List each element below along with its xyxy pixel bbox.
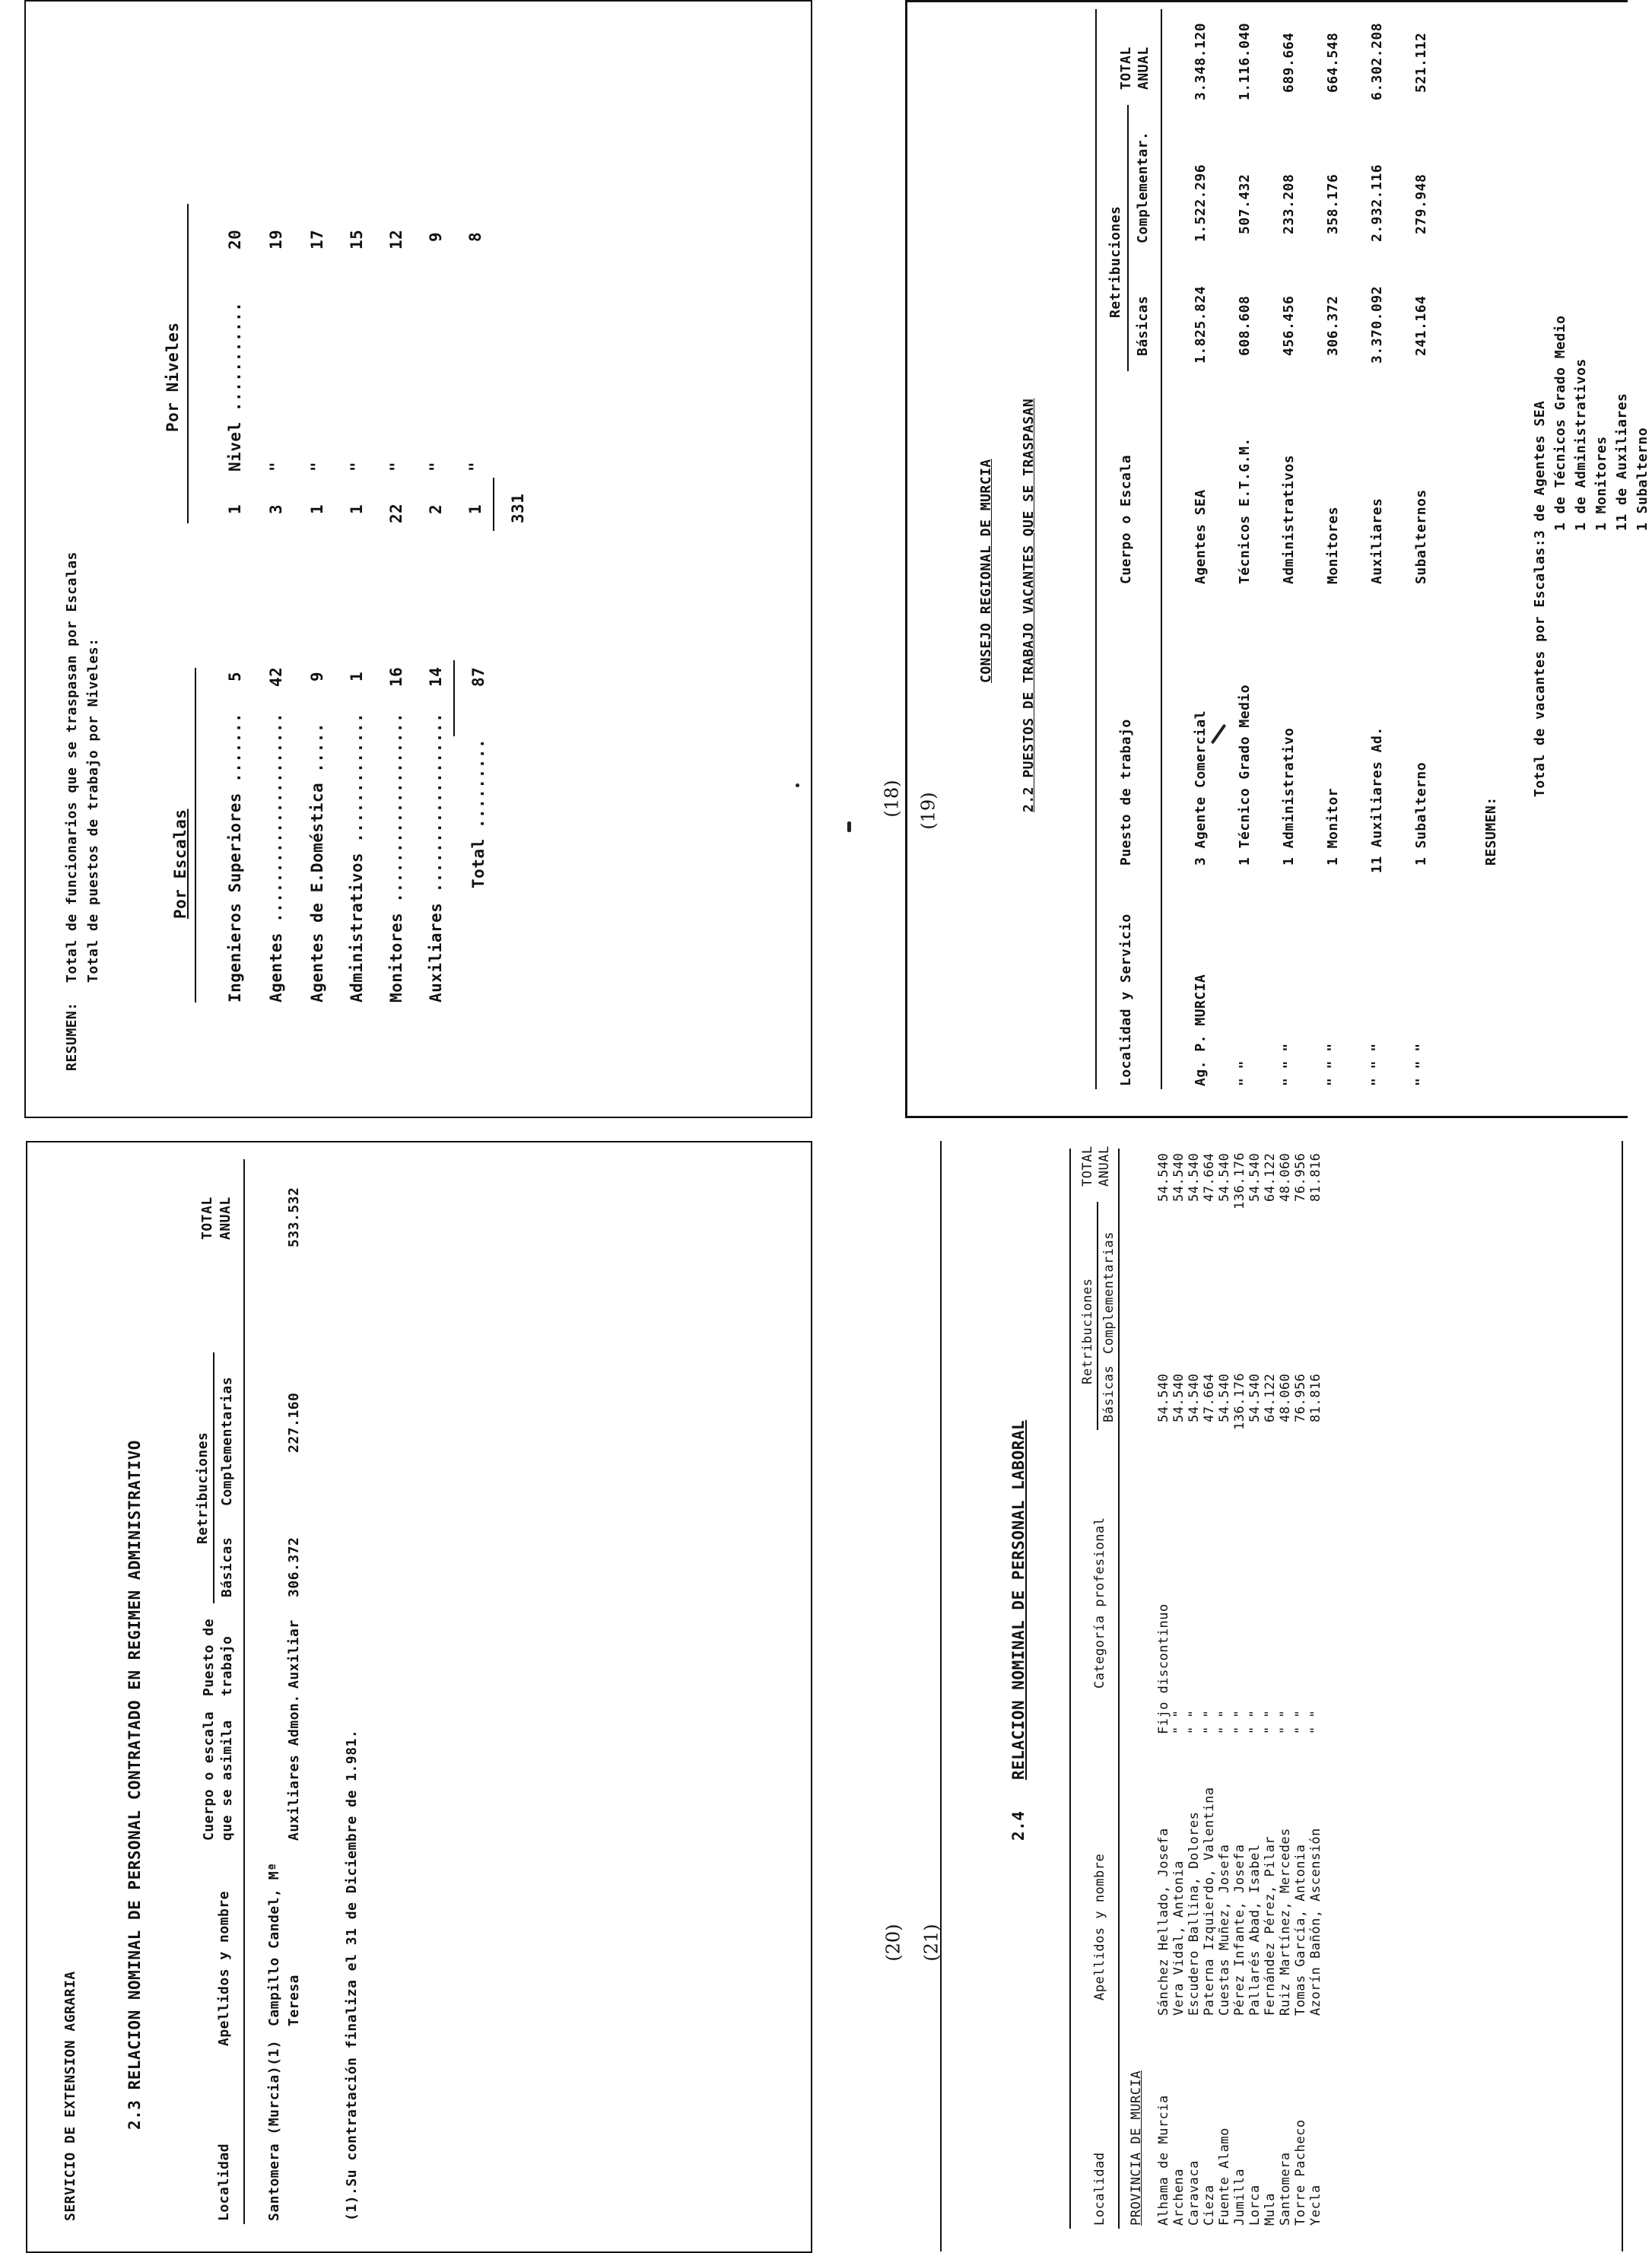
row-loc-21: Santomera xyxy=(1278,2152,1293,2226)
scan-speck xyxy=(847,821,851,832)
page-19-section: 2.2 PUESTOS DE TRABAJO VACANTES QUE SE TRASPASAN xyxy=(1021,398,1037,812)
col-basicas: Básicas xyxy=(1135,295,1151,356)
row-basicas: 456.456 xyxy=(1281,295,1297,356)
table-top-rule-21 xyxy=(1069,1149,1071,2229)
col-localidad-21: Localidad xyxy=(1092,2152,1107,2226)
row-total-21: 76.956 xyxy=(1293,1152,1308,1202)
row-cat-21: " " xyxy=(1263,1709,1278,1734)
row-compl: 279.948 xyxy=(1413,173,1429,234)
row-loc: " " " xyxy=(1325,1043,1341,1086)
row-cuerpo: Auxiliares xyxy=(1369,497,1385,584)
col-categoria-21: Categoría profesional xyxy=(1092,1517,1107,1689)
row-loc-21: Caravaca xyxy=(1187,2160,1202,2226)
row-name-21: Azorín Bañón, Ascensión xyxy=(1308,1828,1323,2016)
row-basicas: 608.608 xyxy=(1237,295,1253,356)
col-retrib-21: Retribuciones xyxy=(1080,1278,1095,1384)
row-total-21: 54.540 xyxy=(1171,1152,1187,1202)
row-loc-21: Torre Pacheco xyxy=(1293,2119,1308,2226)
row-cat-21: " " xyxy=(1308,1709,1323,1734)
row-loc-21: Yecla xyxy=(1308,2185,1323,2226)
niveles-total-rule xyxy=(493,478,494,531)
col-localidad: Localidad xyxy=(216,2143,232,2221)
resumen-label-19: RESUMEN: xyxy=(1483,796,1499,866)
row-total-21: 81.816 xyxy=(1308,1152,1323,1202)
col-cuerpo-1: Cuerpo o escala xyxy=(201,1711,217,1841)
row-cat-21: " " xyxy=(1187,1709,1202,1734)
row-cuerpo: Monitores xyxy=(1325,506,1341,584)
col-apellidos: Apellidos y nombre xyxy=(216,1890,232,2046)
nivel-label: " xyxy=(308,461,326,472)
row-total-20: 533.532 xyxy=(286,1187,302,1247)
page-21-section: RELACION NOMINAL DE PERSONAL LABORAL xyxy=(1009,1419,1028,1780)
row-loc: " " " xyxy=(1369,1043,1385,1086)
nivel-label: Nivel ........... xyxy=(226,301,244,472)
row-total: 664.548 xyxy=(1325,32,1341,93)
escala-name: Administrativos ............. xyxy=(348,712,366,1003)
row-name-20: Campillo Candel, Mª xyxy=(266,1862,282,2026)
page-19-number: (19) xyxy=(917,792,939,830)
row-total-21: 54.540 xyxy=(1247,1152,1263,1202)
col-total-21-2: ANUAL xyxy=(1097,1146,1112,1187)
row-compl: 358.176 xyxy=(1325,173,1341,234)
intro-line-1: Total de funcionarios que se traspasan por Escalas xyxy=(64,551,80,983)
row-name-21: Pérez Infante, Josefa xyxy=(1232,1844,1247,2016)
retrib-rule-21 xyxy=(1097,1202,1098,1430)
row-basicas-21: 54.540 xyxy=(1171,1373,1187,1422)
escala-name: Ingenieros Superiores ....... xyxy=(226,712,244,1003)
col-complementar: Complementar. xyxy=(1135,131,1151,243)
row-loc-21: Cieza xyxy=(1202,2185,1217,2226)
row-name-21: Pallarés Abad, Isabel xyxy=(1247,1844,1263,2016)
page-20-number: (20) xyxy=(882,1924,904,1962)
escala-name: Agentes ..................... xyxy=(267,712,285,1003)
resumen-item: 1 de Administrativos xyxy=(1573,358,1589,531)
page-21-section-num: 2.4 xyxy=(1009,1810,1028,1841)
row-loc-21: Archena xyxy=(1171,2168,1187,2226)
row-compl-20: 227.160 xyxy=(286,1392,302,1453)
row-cat-21: " " xyxy=(1217,1709,1232,1734)
escalas-total-rule xyxy=(453,660,455,736)
page-21-left-rule xyxy=(940,1141,942,2251)
row-basicas-21: 47.664 xyxy=(1202,1373,1217,1422)
escalas-total-value: 87 xyxy=(469,666,488,687)
page-21-right-rule xyxy=(1622,1141,1623,2251)
row-basicas-20: 306.372 xyxy=(286,1536,302,1597)
row-loc-21: Lorca xyxy=(1247,2185,1263,2226)
row-cuerpo: Administrativos xyxy=(1281,454,1297,584)
row-cat-21: " " xyxy=(1202,1709,1217,1734)
row-cat-21: " " xyxy=(1278,1709,1293,1734)
nivel-qty: 1 xyxy=(348,504,366,514)
col-left-rule xyxy=(195,668,196,1003)
row-basicas-21: 136.176 xyxy=(1232,1372,1247,1430)
nivel-value: 17 xyxy=(308,229,326,249)
nivel-value: 9 xyxy=(427,231,445,242)
row-name-21: Tomas García, Antonia xyxy=(1293,1844,1308,2016)
row-basicas-21: 76.956 xyxy=(1293,1373,1308,1422)
row-loc-20: Santomera (Murcia)(1) xyxy=(266,2039,282,2221)
row-compl: 1.522.296 xyxy=(1193,164,1209,242)
nivel-label: " xyxy=(348,461,366,472)
nivel-value: 12 xyxy=(387,229,405,249)
row-cat-21: " " xyxy=(1232,1709,1247,1734)
footnote-20: (1).Su contratación finaliza el 31 de Diciembre de 1.981. xyxy=(344,1729,360,2221)
resumen-item: 3 de Agentes SEA xyxy=(1532,400,1548,539)
row-compl: 507.432 xyxy=(1237,173,1253,234)
col-total-anual: TOTAL ANUAL xyxy=(1118,46,1152,90)
col-por-niveles: Por Niveles xyxy=(164,322,182,432)
row-basicas: 1.825.824 xyxy=(1193,285,1209,364)
intro-line-2: Total de puestos de trabajo por Niveles: xyxy=(85,637,101,983)
col-localidad-servicio: Localidad y Servicio xyxy=(1118,914,1134,1086)
nivel-label: " xyxy=(466,461,484,472)
escalas-total-label: Total ......... xyxy=(469,738,488,888)
row-puesto: 1 Técnico Grado Medio xyxy=(1237,684,1253,866)
row-name-20-cont: Teresa xyxy=(286,1974,302,2026)
retrib-rule-20 xyxy=(213,1352,214,1603)
row-puesto-20: Auxiliar xyxy=(286,1619,302,1689)
nivel-value: 8 xyxy=(466,231,484,242)
escala-count: 9 xyxy=(308,671,326,682)
scan-speck xyxy=(796,783,799,787)
row-total-21: 47.664 xyxy=(1202,1152,1217,1202)
nivel-qty: 1 xyxy=(308,504,326,514)
row-total-21: 54.540 xyxy=(1217,1152,1232,1202)
col-puesto-1: Puesto de xyxy=(201,1618,217,1696)
row-name-21: Sánchez Hellado, Josefa xyxy=(1156,1828,1171,2016)
page-21-number: (21) xyxy=(920,1924,942,1962)
resumen-item: 1 de Técnicos Grado Medio xyxy=(1552,315,1568,531)
escala-name: Agentes de E.Doméstica ..... xyxy=(308,722,326,1003)
escala-count: 16 xyxy=(387,666,405,687)
col-compl-20: Complementarias xyxy=(219,1376,235,1506)
row-cuerpo: Técnicos E.T.G.M. xyxy=(1237,437,1253,584)
row-basicas-21: 64.122 xyxy=(1263,1373,1278,1422)
row-loc-21: Alhama de Murcia xyxy=(1156,2095,1171,2226)
col-total-20-2: ANUAL xyxy=(218,1196,234,1240)
col-total-21-1: TOTAL xyxy=(1080,1146,1095,1187)
row-loc-21: Fuente Alamo xyxy=(1217,2127,1232,2226)
col-cuerpo-escala: Cuerpo o Escala xyxy=(1118,454,1134,584)
page-20 xyxy=(27,1142,811,2251)
col-compl-21: Complementarias xyxy=(1101,1231,1117,1354)
nivel-qty: 1 xyxy=(466,504,484,514)
row-loc: " " " xyxy=(1413,1043,1429,1086)
col-apellidos-21: Apellidos y nombre xyxy=(1092,1853,1107,2000)
row-loc: Ag. P. MURCIA xyxy=(1193,974,1209,1086)
row-basicas-21: 81.816 xyxy=(1308,1373,1323,1422)
nivel-value: 20 xyxy=(226,229,244,249)
row-loc: " " " xyxy=(1281,1043,1297,1086)
province-label: PROVINCIA DE MURCIA xyxy=(1129,2070,1144,2226)
table-header-rule-21 xyxy=(1118,1149,1120,2229)
row-total-21: 54.540 xyxy=(1156,1152,1171,1202)
row-basicas: 306.372 xyxy=(1325,295,1341,356)
nivel-qty: 3 xyxy=(267,504,285,514)
niveles-total: 331 xyxy=(509,493,527,523)
page-18 xyxy=(26,2,811,1117)
page-20-header: SERVICIO DE EXTENSION AGRARIA xyxy=(62,1971,78,2221)
row-basicas: 3.370.092 xyxy=(1369,285,1385,364)
col-basicas-21: Básicas xyxy=(1101,1365,1117,1422)
escala-count: 14 xyxy=(427,666,445,687)
row-total-21: 54.540 xyxy=(1187,1152,1202,1202)
row-basicas-21: 48.060 xyxy=(1278,1373,1293,1422)
nivel-qty: 22 xyxy=(387,503,405,523)
col-retribuciones: Retribuciones xyxy=(1107,205,1123,318)
row-cuerpo: Subalternos xyxy=(1413,489,1429,584)
row-total-21: 48.060 xyxy=(1278,1152,1293,1202)
row-total: 521.112 xyxy=(1413,32,1429,93)
row-cat-21: " " xyxy=(1247,1709,1263,1734)
page-18-number: (18) xyxy=(881,780,903,818)
row-puesto: 1 Monitor xyxy=(1325,787,1341,866)
col-puesto-2: trabajo xyxy=(219,1635,235,1696)
escala-count: 1 xyxy=(348,671,366,682)
col-puesto-trabajo: Puesto de trabajo xyxy=(1118,719,1134,866)
row-total: 3.348.120 xyxy=(1193,22,1209,100)
row-total-21: 64.122 xyxy=(1263,1152,1278,1202)
row-loc: " " xyxy=(1237,1060,1253,1086)
resumen-label: RESUMEN: xyxy=(64,1002,80,1071)
row-cat-21: Fijo discontinuo xyxy=(1156,1603,1171,1734)
row-total-21: 136.176 xyxy=(1232,1152,1247,1209)
col-cuerpo-2: que se asimila xyxy=(219,1720,235,1841)
nivel-label: " xyxy=(427,461,445,472)
col-retribuciones-20: Retribuciones xyxy=(195,1432,211,1544)
row-total: 689.664 xyxy=(1281,32,1297,93)
col-total-20-1: TOTAL xyxy=(199,1196,215,1240)
table-rule-20 xyxy=(243,1159,245,2224)
resumen-item: 1 Subalterno xyxy=(1635,427,1650,531)
nivel-label: " xyxy=(267,461,285,472)
row-name-21: Cuestas Muñez, Josefa xyxy=(1217,1844,1232,2016)
row-cat-21: " " xyxy=(1171,1709,1187,1734)
row-loc-21: Jumilla xyxy=(1232,2168,1247,2226)
nivel-value: 15 xyxy=(348,229,366,249)
escala-name: Auxiliares .................. xyxy=(427,712,445,1003)
row-total: 1.116.040 xyxy=(1237,22,1253,100)
resumen-head: Total de vacantes por Escalas: xyxy=(1532,538,1548,797)
resumen-item: 1 Monitores xyxy=(1593,436,1609,531)
row-puesto: 3 Agente Comercial xyxy=(1193,710,1209,866)
nivel-qty: 2 xyxy=(427,504,445,514)
escala-count: 5 xyxy=(226,671,244,682)
col-basicas-20: Básicas xyxy=(219,1536,235,1597)
row-name-21: Ruiz Martínez, Mercedes xyxy=(1278,1828,1293,2016)
page-21 xyxy=(936,1142,1620,2251)
row-basicas-21: 54.540 xyxy=(1187,1373,1202,1422)
row-loc-21: Mula xyxy=(1263,2193,1278,2226)
row-cuerpo-20: Auxiliares Admon. xyxy=(286,1694,302,1841)
row-name-21: Paterna Izquierdo, Valentina xyxy=(1202,1787,1217,2016)
nivel-value: 19 xyxy=(267,229,285,249)
row-puesto: 11 Auxiliares Ad. xyxy=(1369,726,1385,873)
col-right-rule xyxy=(187,204,189,523)
page-19-header: CONSEJO REGIONAL DE MURCIA xyxy=(978,459,994,683)
row-name-21: Escudero Ballina, Dolores xyxy=(1187,1811,1202,2016)
row-basicas-21: 54.540 xyxy=(1247,1373,1263,1422)
row-cuerpo: Agentes SEA xyxy=(1193,489,1209,584)
page-19-frame xyxy=(905,0,1628,1118)
row-compl: 233.208 xyxy=(1281,173,1297,234)
row-total: 6.302.208 xyxy=(1369,22,1385,100)
escala-name: Monitores ................... xyxy=(387,712,405,1003)
row-name-21: Fernández Pérez, Pilar xyxy=(1263,1835,1278,2016)
nivel-qty: 1 xyxy=(226,504,244,514)
row-compl: 2.932.116 xyxy=(1369,164,1385,242)
row-puesto: 1 Administrativo xyxy=(1281,727,1297,866)
nivel-label: " xyxy=(387,461,405,472)
row-basicas: 241.164 xyxy=(1413,295,1429,356)
escala-count: 42 xyxy=(267,666,285,687)
resumen-item: 11 de Auxiliares xyxy=(1614,392,1630,531)
row-basicas-21: 54.540 xyxy=(1156,1373,1171,1422)
row-puesto: 1 Subalterno xyxy=(1413,761,1429,866)
col-por-escalas: Por Escalas xyxy=(171,809,189,919)
page-20-section: 2.3 RELACION NOMINAL DE PERSONAL CONTRATADO EN REGIMEN ADMINISTRATIVO xyxy=(125,1440,144,2130)
row-cat-21: " " xyxy=(1293,1709,1308,1734)
row-name-21: Vera Vidal, Antonia xyxy=(1171,1861,1187,2016)
row-basicas-21: 54.540 xyxy=(1217,1373,1232,1422)
